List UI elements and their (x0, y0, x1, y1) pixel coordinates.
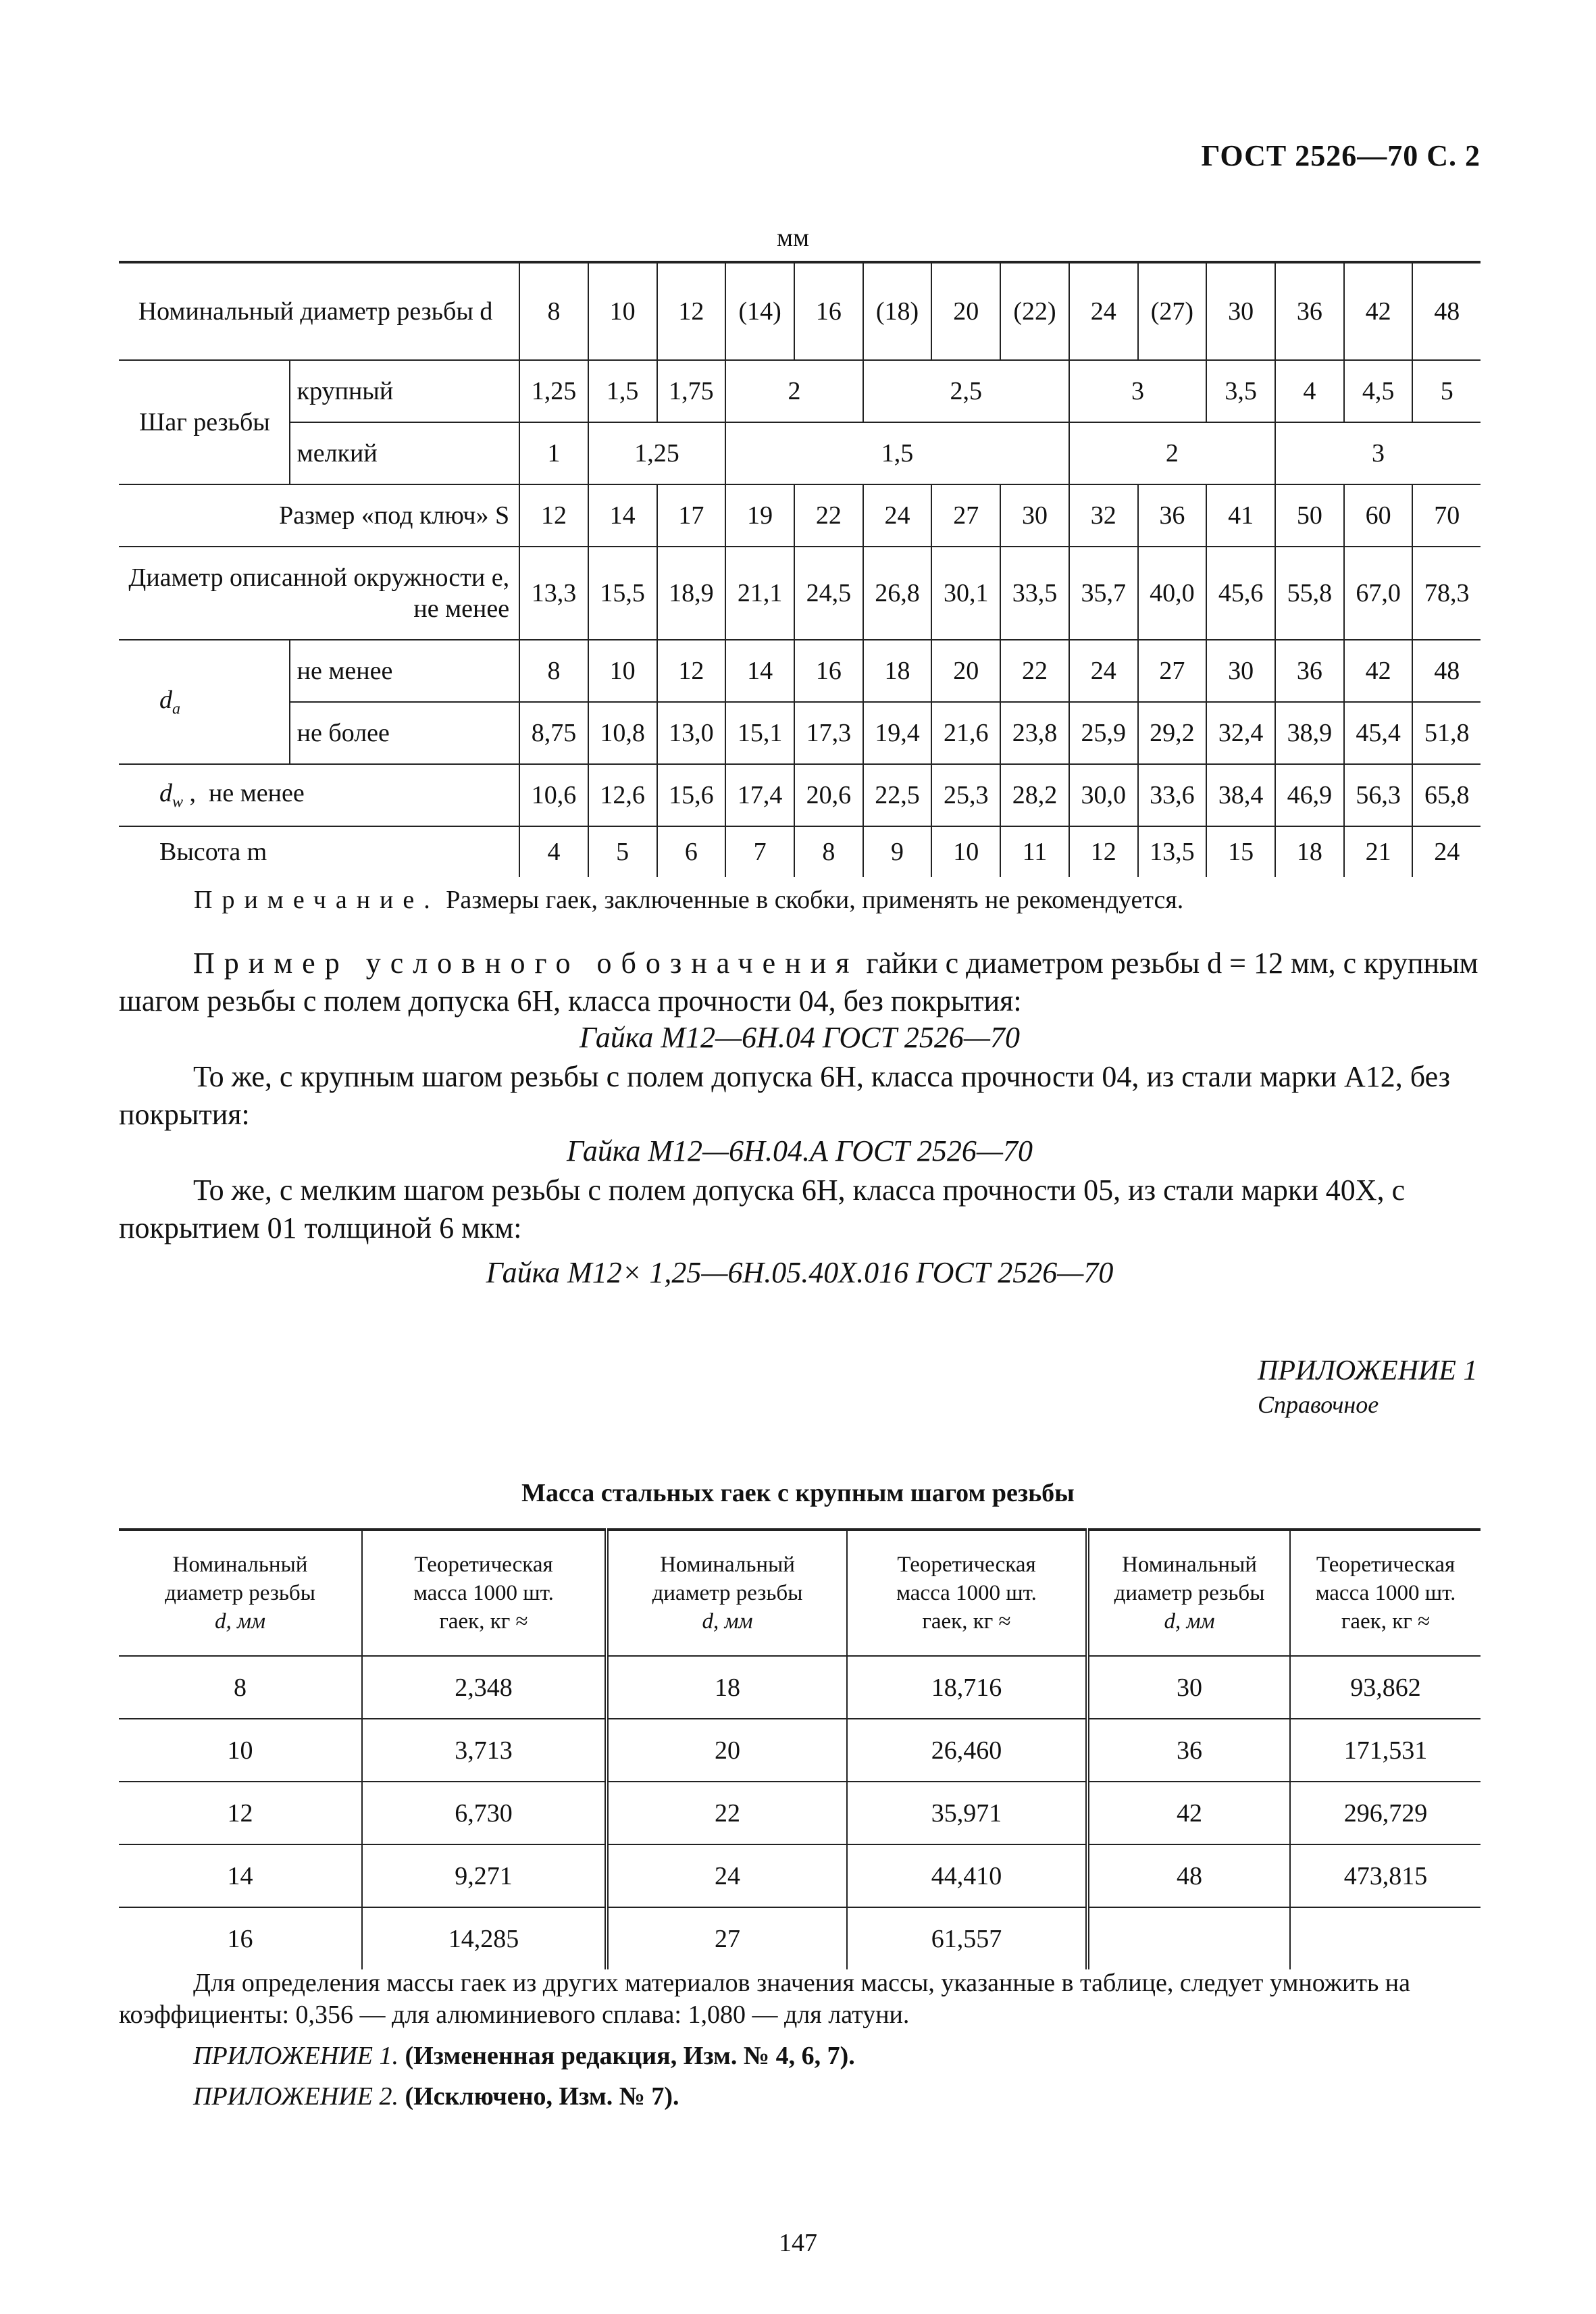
header-nominal (607, 1530, 847, 1656)
cell: 93,862 (1290, 1656, 1481, 1719)
da-min-label: не менее (290, 640, 519, 702)
cell: 13,3 (519, 547, 588, 640)
cell: 78,3 (1412, 547, 1481, 640)
cell: 29,2 (1138, 702, 1207, 764)
cell: 20 (607, 1719, 847, 1782)
hdr-line: масса 1000 шт. (1315, 1581, 1456, 1605)
hdr-line: масса 1000 шт. (896, 1581, 1037, 1605)
cell: 24,5 (794, 547, 863, 640)
cell: 9,271 (362, 1844, 607, 1907)
cell: 18,9 (657, 547, 726, 640)
cell: 2,348 (362, 1656, 607, 1719)
cell: 12,6 (588, 764, 657, 826)
hdr-line: Номинальный (172, 1553, 308, 1577)
cell: 12 (1069, 826, 1138, 877)
cell: 473,815 (1290, 1844, 1481, 1907)
cell: 24 (1412, 826, 1481, 877)
designation-2: Гайка М12—6Н.04.А ГОСТ 2526—70 (566, 1134, 1033, 1167)
row-circum (119, 547, 1481, 640)
cell: 3,713 (362, 1719, 607, 1782)
cell: 55,8 (1275, 547, 1344, 640)
cell: 14,285 (362, 1907, 607, 1969)
appendix-1-label: ПРИЛОЖЕНИЕ 1. (193, 2042, 398, 2070)
appendix-2-note (119, 2081, 1481, 2113)
cell: 8 (119, 1656, 362, 1719)
row-da-max (119, 702, 1481, 764)
cell: 48 (1087, 1844, 1290, 1907)
appendix-2-text: (Исключено, Изм. № 7). (398, 2082, 679, 2111)
example-paragraph (119, 945, 1481, 1020)
cell: 10,6 (519, 764, 588, 826)
cell: 30,0 (1069, 764, 1138, 826)
cell: 171,531 (1290, 1719, 1481, 1782)
cell: 60 (1344, 484, 1413, 547)
header-nominal (1087, 1530, 1290, 1656)
cell: 12 (519, 484, 588, 547)
da-max-label: не более (290, 702, 519, 764)
cell: 20 (931, 640, 1000, 702)
cell: 24 (863, 484, 932, 547)
hdr-line: диаметр резьбы (1114, 1581, 1265, 1605)
cell: 13,5 (1138, 826, 1207, 877)
cell: 5 (1412, 360, 1481, 422)
cell: 10 (931, 826, 1000, 877)
hdr-line: диаметр резьбы (165, 1581, 315, 1605)
cell: 22,5 (863, 764, 932, 826)
cell: 2,5 (863, 360, 1069, 422)
dw-rest: , не менее (183, 779, 305, 808)
hdr-line: d, мм (702, 1609, 753, 1634)
nominal-label: Номинальный диаметр резьбы d (119, 262, 519, 360)
dw-label (119, 764, 519, 826)
cell: 8,75 (519, 702, 588, 764)
cell: 15,1 (725, 702, 794, 764)
cell: 45,6 (1206, 547, 1275, 640)
cell: 10 (119, 1719, 362, 1782)
units-label: мм (777, 224, 810, 252)
cell: 1 (519, 422, 588, 484)
row-fine (119, 422, 1481, 484)
cell: 4,5 (1344, 360, 1413, 422)
cell: 12 (657, 262, 726, 360)
cell: 38,4 (1206, 764, 1275, 826)
da-symbol: d (159, 686, 172, 715)
cell: 48 (1412, 640, 1481, 702)
cell: 41 (1206, 484, 1275, 547)
cell: 6 (657, 826, 726, 877)
cell: 4 (519, 826, 588, 877)
row-da-min (119, 640, 1481, 702)
header-mass (362, 1530, 607, 1656)
hdr-line: масса 1000 шт. (413, 1581, 554, 1605)
cell: 61,557 (847, 1907, 1087, 1969)
cell: 35,7 (1069, 547, 1138, 640)
coarse-label: крупный (290, 360, 519, 422)
cell: 14 (119, 1844, 362, 1907)
cell: 18 (1275, 826, 1344, 877)
cell: 15,6 (657, 764, 726, 826)
cell: 26,8 (863, 547, 932, 640)
example-heading: Пример условного обозначения (193, 947, 859, 980)
appendix-1-text: (Измененная редакция, Изм. № 4, 6, 7). (398, 2042, 855, 2070)
cell: 46,9 (1275, 764, 1344, 826)
cell: 18 (863, 640, 932, 702)
cell: 24 (607, 1844, 847, 1907)
cell: 38,9 (1275, 702, 1344, 764)
hdr-line: гаек, кг ≈ (1341, 1609, 1431, 1634)
example-paragraph-3: То же, с мелким шагом резьбы с полем допуска 6Н, класса прочности 05, из стали марки 40Х, с покрытием 01 толщиной 6 мкм: (119, 1174, 1406, 1244)
cell: 21,6 (931, 702, 1000, 764)
cell: 70 (1412, 484, 1481, 547)
cell: 7 (725, 826, 794, 877)
note-text: Размеры гаек, заключенные в скобки, применять не рекомендуется. (439, 886, 1184, 914)
cell: 22 (1000, 640, 1069, 702)
appendix-2-label: ПРИЛОЖЕНИЕ 2. (193, 2082, 398, 2111)
da-subscript: a (172, 700, 180, 718)
cell: 35,971 (847, 1782, 1087, 1844)
cell: 13,0 (657, 702, 726, 764)
cell: 3 (1069, 360, 1206, 422)
cell: (27) (1138, 262, 1207, 360)
cell (1087, 1907, 1290, 1969)
dw-subscript: w (172, 793, 184, 811)
cell: 12 (657, 640, 726, 702)
footer-paragraph: Для определения массы гаек из других материалов значения массы, указанные в таблице, следует умножить на коэффициенты: 0,356 — для алюминиевого сплава: 1,080 — для латуни. (119, 1969, 1410, 2029)
cell: (22) (1000, 262, 1069, 360)
designation-3: Гайка М12× 1,25—6Н.05.40Х.016 ГОСТ 2526—70 (486, 1256, 1114, 1289)
cell: 10,8 (588, 702, 657, 764)
cell: 14 (725, 640, 794, 702)
hdr-line: Теоретическая (1316, 1553, 1456, 1577)
page-header: ГОСТ 2526—70 С. 2 (1201, 139, 1481, 172)
row-coarse (119, 360, 1481, 422)
cell: 6,730 (362, 1782, 607, 1844)
cell: 51,8 (1412, 702, 1481, 764)
cell: 36 (1087, 1719, 1290, 1782)
appendix-subtitle: Справочное (1258, 1391, 1379, 1418)
cell: 67,0 (1344, 547, 1413, 640)
cell: 50 (1275, 484, 1344, 547)
table-row (119, 1782, 1481, 1844)
mass-table-caption: Масса стальных гаек с крупным шагом резьбы (521, 1479, 1075, 1507)
cell: 9 (863, 826, 932, 877)
dw-symbol: d (159, 779, 172, 808)
row-height (119, 826, 1481, 877)
row-nominal (119, 262, 1481, 360)
table-note (194, 885, 1183, 915)
cell: 17,4 (725, 764, 794, 826)
note-word: Примечание. (194, 886, 440, 914)
cell: 42 (1344, 262, 1413, 360)
cell: 1,75 (657, 360, 726, 422)
hdr-line: диаметр резьбы (652, 1581, 803, 1605)
cell: 27 (931, 484, 1000, 547)
cell: 25,3 (931, 764, 1000, 826)
cell: 12 (119, 1782, 362, 1844)
appendix-1-note (119, 2040, 1481, 2072)
designation-1: Гайка М12—6Н.04 ГОСТ 2526—70 (579, 1021, 1021, 1054)
page-number: 147 (779, 2229, 817, 2257)
cell: 17,3 (794, 702, 863, 764)
cell: 8 (794, 826, 863, 877)
cell: 16 (794, 262, 863, 360)
table-row (119, 1719, 1481, 1782)
row-dw (119, 764, 1481, 826)
cell: 22 (607, 1782, 847, 1844)
cell: 33,5 (1000, 547, 1069, 640)
cell: 18 (607, 1656, 847, 1719)
cell: 2 (1069, 422, 1275, 484)
header-mass (1290, 1530, 1481, 1656)
cell: 18,716 (847, 1656, 1087, 1719)
cell: 48 (1412, 262, 1481, 360)
cell: 21 (1344, 826, 1413, 877)
cell: 30 (1000, 484, 1069, 547)
cell: 19 (725, 484, 794, 547)
hdr-line: Теоретическая (897, 1553, 1036, 1577)
cell: 8 (519, 640, 588, 702)
cell: 1,5 (588, 360, 657, 422)
cell: 40,0 (1138, 547, 1207, 640)
cell: 3,5 (1206, 360, 1275, 422)
cell: 27 (607, 1907, 847, 1969)
dimensions-table (119, 261, 1481, 877)
cell: 44,410 (847, 1844, 1087, 1907)
cell: 14 (588, 484, 657, 547)
da-label (119, 640, 290, 764)
cell: 32,4 (1206, 702, 1275, 764)
cell: 20,6 (794, 764, 863, 826)
table-row (119, 1907, 1481, 1969)
cell: 296,729 (1290, 1782, 1481, 1844)
cell: 22 (794, 484, 863, 547)
cell: 1,25 (519, 360, 588, 422)
height-label: Высота m (119, 826, 519, 877)
cell: 15 (1206, 826, 1275, 877)
cell: 11 (1000, 826, 1069, 877)
circum-label: Диаметр описанной окружности e, не менее (119, 547, 519, 640)
cell: 42 (1344, 640, 1413, 702)
cell: 30 (1206, 640, 1275, 702)
cell: 8 (519, 262, 588, 360)
cell: 10 (588, 262, 657, 360)
pitch-label: Шаг резьбы (119, 360, 290, 484)
cell: 42 (1087, 1782, 1290, 1844)
cell: 56,3 (1344, 764, 1413, 826)
cell: 15,5 (588, 547, 657, 640)
cell: 33,6 (1138, 764, 1207, 826)
cell: 26,460 (847, 1719, 1087, 1782)
mass-table (119, 1528, 1481, 1969)
mass-table-header (119, 1530, 1481, 1656)
cell: 19,4 (863, 702, 932, 764)
wrench-label: Размер «под ключ» S (119, 484, 519, 547)
cell: 25,9 (1069, 702, 1138, 764)
cell: 36 (1275, 262, 1344, 360)
cell: 16 (227, 1924, 253, 1953)
cell: 36 (1275, 640, 1344, 702)
header-mass (847, 1530, 1087, 1656)
hdr-line: d, мм (1164, 1609, 1215, 1634)
cell: 20 (931, 262, 1000, 360)
appendix-title: ПРИЛОЖЕНИЕ 1 (1258, 1355, 1478, 1386)
header-nominal (119, 1530, 362, 1656)
hdr-line: Номинальный (660, 1553, 795, 1577)
cell: 1,5 (725, 422, 1069, 484)
cell: 32 (1069, 484, 1138, 547)
fine-label: мелкий (290, 422, 519, 484)
table-row (119, 1844, 1481, 1907)
cell: 4 (1275, 360, 1344, 422)
hdr-line: d, мм (214, 1609, 266, 1634)
cell: 24 (1069, 262, 1138, 360)
cell: 28,2 (1000, 764, 1069, 826)
cell: 36 (1138, 484, 1207, 547)
cell: 30,1 (931, 547, 1000, 640)
cell: 17 (657, 484, 726, 547)
cell: 30 (1206, 262, 1275, 360)
hdr-line: гаек, кг ≈ (439, 1609, 528, 1634)
cell: 21,1 (725, 547, 794, 640)
hdr-line: Теоретическая (414, 1553, 553, 1577)
cell: 27 (1138, 640, 1207, 702)
cell: (18) (863, 262, 932, 360)
cell: 2 (725, 360, 863, 422)
cell: 45,4 (1344, 702, 1413, 764)
hdr-line: гаек, кг ≈ (922, 1609, 1011, 1634)
cell: 23,8 (1000, 702, 1069, 764)
example-paragraph-2: То же, с крупным шагом резьбы с полем допуска 6Н, класса прочности 04, из стали марки А12, без покрытия: (119, 1060, 1451, 1131)
cell: 16 (794, 640, 863, 702)
cell: 10 (588, 640, 657, 702)
example-text: гайки с диаметром резьбы d = 12 мм, с крупным шагом резьбы с полем допуска 6Н, класса прочности 04, без покрытия: (119, 947, 1478, 1017)
cell: 1,25 (588, 422, 725, 484)
cell: 30 (1087, 1656, 1290, 1719)
hdr-line: Номинальный (1122, 1553, 1257, 1577)
cell: 5 (588, 826, 657, 877)
cell: (14) (725, 262, 794, 360)
cell (1290, 1907, 1481, 1969)
cell: 24 (1069, 640, 1138, 702)
row-wrench (119, 484, 1481, 547)
cell: 65,8 (1412, 764, 1481, 826)
cell: 3 (1275, 422, 1481, 484)
table-row (119, 1656, 1481, 1719)
